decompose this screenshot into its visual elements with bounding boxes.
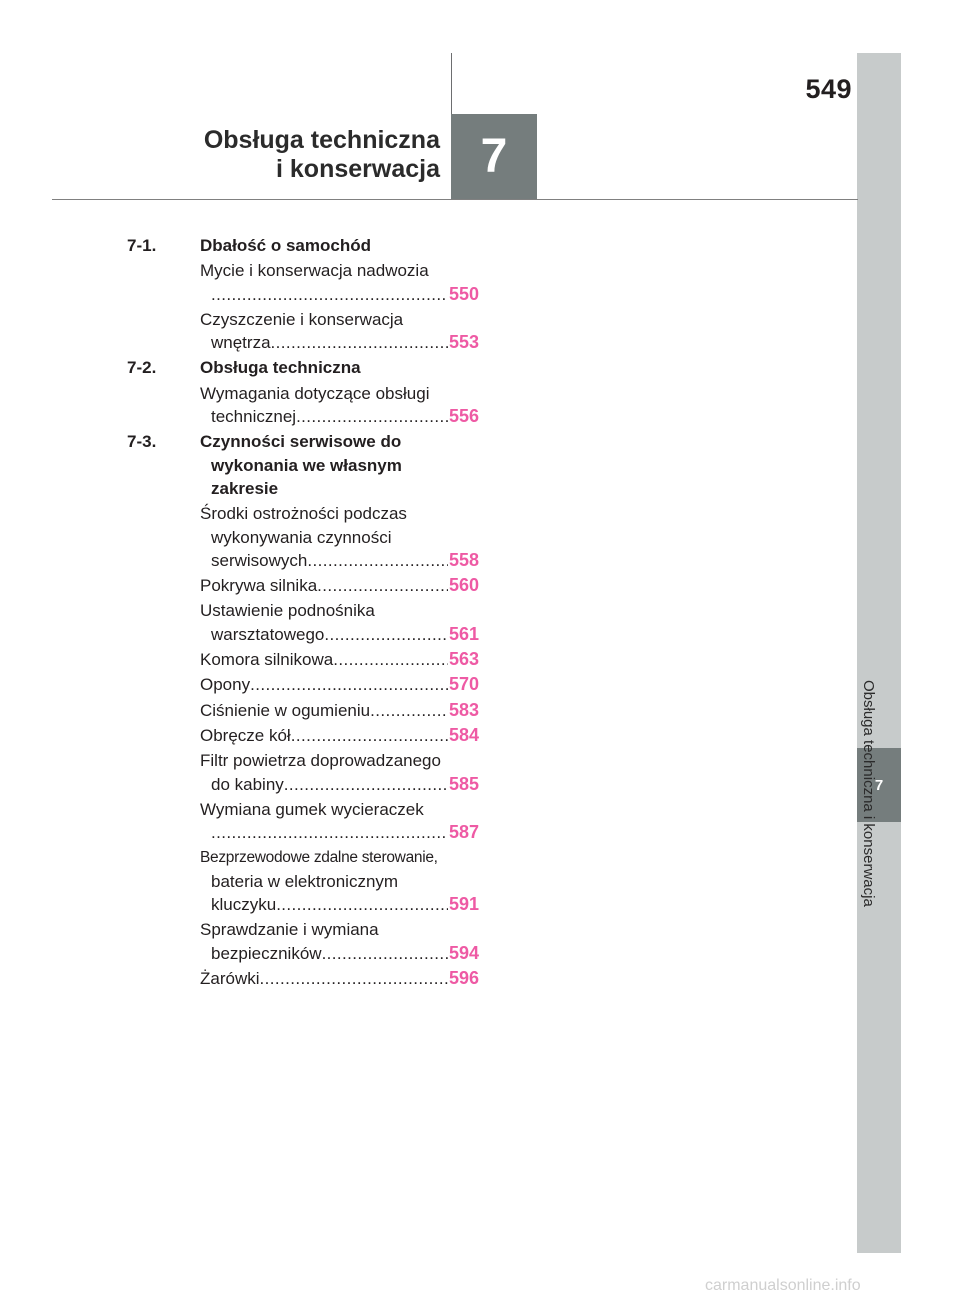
toc-entry-text: bateria w elektronicznym bbox=[211, 871, 399, 891]
chapter-number-box: 7 bbox=[451, 114, 537, 199]
toc-entry[interactable] bbox=[200, 599, 479, 646]
toc-entry-text: Bezprzewodowe zdalne sterowanie, bbox=[200, 849, 438, 867]
toc-entry-text: Obręcze kół bbox=[200, 725, 291, 745]
toc-page-link[interactable]: 591 bbox=[448, 894, 479, 915]
toc-entry-text: Żarówki bbox=[200, 968, 260, 988]
toc-section-title: Dbałość o samochód bbox=[200, 236, 371, 255]
toc-dot-leader bbox=[250, 673, 448, 696]
toc-entry-text: Komora silnikowa bbox=[200, 650, 334, 670]
toc-entry[interactable] bbox=[200, 502, 479, 572]
toc-dot-leader bbox=[271, 331, 448, 354]
table-of-contents bbox=[127, 234, 479, 992]
toc-entry-text: Ustawienie podnośnika bbox=[200, 601, 375, 621]
toc-entry-text: Wymiana gumek wycieraczek bbox=[200, 799, 424, 819]
toc-section bbox=[127, 356, 479, 379]
toc-page-link[interactable]: 587 bbox=[448, 822, 479, 843]
toc-entry-text: Opony bbox=[200, 675, 251, 695]
toc-page-link[interactable]: 563 bbox=[448, 649, 479, 670]
toc-section bbox=[127, 430, 479, 500]
toc-section-title: Obsługa techniczna bbox=[200, 358, 361, 378]
toc-entry[interactable] bbox=[200, 382, 479, 429]
toc-dot-leader bbox=[291, 724, 448, 747]
toc-page-link[interactable]: 561 bbox=[448, 623, 479, 644]
toc-page-link[interactable]: 570 bbox=[448, 674, 479, 695]
toc-entry-text: Mycie i konserwacja nadwozia bbox=[200, 261, 429, 281]
toc-page-link[interactable]: 550 bbox=[448, 283, 479, 304]
toc-entry-text: Ciśnienie w ogumieniu bbox=[200, 700, 371, 720]
chapter-title-line-2: i konserwacja bbox=[276, 155, 440, 183]
toc-dot-leader bbox=[307, 549, 448, 572]
toc-dot-leader bbox=[324, 623, 448, 646]
toc-page-link[interactable]: 585 bbox=[448, 773, 479, 794]
toc-section-title: zakresie bbox=[211, 478, 279, 498]
toc-entry-text: do kabiny bbox=[211, 774, 284, 794]
page-number: 549 bbox=[805, 74, 852, 104]
toc-page-link[interactable]: 594 bbox=[448, 942, 479, 963]
header-rule bbox=[52, 199, 858, 200]
toc-entry-text: wnętrza bbox=[211, 333, 271, 353]
watermark: carmanualsonline.info bbox=[705, 1277, 861, 1294]
side-chapter-tab bbox=[857, 53, 901, 1253]
side-chapter-label: Obsługa techniczna i konserwacja bbox=[860, 680, 877, 907]
toc-entry[interactable] bbox=[200, 967, 479, 990]
toc-entry[interactable] bbox=[200, 846, 479, 916]
toc-entry[interactable] bbox=[200, 308, 479, 355]
toc-entry[interactable] bbox=[200, 574, 479, 597]
toc-page-link[interactable]: 553 bbox=[448, 332, 479, 353]
toc-entry-text: Środki ostrożności podczas bbox=[200, 504, 407, 524]
toc-section-number: 7-1. bbox=[127, 236, 157, 255]
toc-dot-leader bbox=[370, 699, 448, 722]
chapter-title-line-1: Obsługa techniczna bbox=[203, 126, 440, 154]
toc-dot-leader bbox=[276, 893, 448, 916]
chapter-divider-line bbox=[451, 53, 452, 115]
toc-entry-text: Filtr powietrza doprowadzanego bbox=[200, 751, 441, 771]
toc-entry-text: Wymagania dotyczące obsługi bbox=[200, 383, 430, 403]
toc-dot-leader bbox=[211, 821, 448, 844]
toc-entry[interactable] bbox=[200, 648, 479, 671]
toc-section-number: 7-2. bbox=[127, 358, 157, 378]
toc-page-link[interactable]: 596 bbox=[448, 967, 479, 988]
toc-entry[interactable] bbox=[200, 699, 479, 722]
toc-entry[interactable] bbox=[200, 798, 479, 845]
toc-entry-text: Pokrywa silnika bbox=[200, 576, 318, 596]
toc-section bbox=[127, 234, 479, 257]
toc-dot-leader bbox=[211, 283, 448, 306]
toc-section-title: Czynności serwisowe do bbox=[200, 432, 402, 452]
toc-page-link[interactable]: 560 bbox=[448, 575, 479, 596]
toc-entry-text: warsztatowego bbox=[211, 624, 325, 644]
toc-page-link[interactable]: 584 bbox=[448, 724, 479, 745]
toc-dot-leader bbox=[296, 405, 448, 428]
toc-dot-leader bbox=[260, 967, 448, 990]
toc-entry-text: bezpieczników bbox=[211, 943, 322, 963]
toc-entry-text: wykonywania czynności bbox=[211, 527, 392, 547]
toc-entry-text: Czyszczenie i konserwacja bbox=[200, 309, 404, 329]
toc-entry-text: Sprawdzanie i wymiana bbox=[200, 920, 379, 940]
toc-dot-leader bbox=[322, 942, 448, 965]
toc-entry-text: kluczyku bbox=[211, 895, 277, 915]
toc-entry-text: technicznej bbox=[211, 407, 297, 427]
toc-entry[interactable] bbox=[200, 259, 479, 306]
toc-page-link[interactable]: 558 bbox=[448, 549, 479, 570]
toc-entry[interactable] bbox=[200, 749, 479, 796]
toc-dot-leader bbox=[333, 648, 448, 671]
toc-dot-leader bbox=[284, 773, 448, 796]
toc-section-number: 7-3. bbox=[127, 432, 157, 452]
side-chapter-number: 7 bbox=[857, 748, 901, 822]
toc-page-link[interactable]: 556 bbox=[448, 406, 479, 427]
toc-dot-leader bbox=[317, 574, 448, 597]
toc-entry[interactable] bbox=[200, 673, 479, 696]
toc-section-title: wykonania we własnym bbox=[211, 455, 402, 475]
toc-entry[interactable] bbox=[200, 724, 479, 747]
toc-page-link[interactable]: 583 bbox=[448, 699, 479, 720]
toc-entry[interactable] bbox=[200, 918, 479, 965]
chapter-title bbox=[204, 126, 440, 184]
toc-entry-text: serwisowych bbox=[211, 550, 308, 570]
